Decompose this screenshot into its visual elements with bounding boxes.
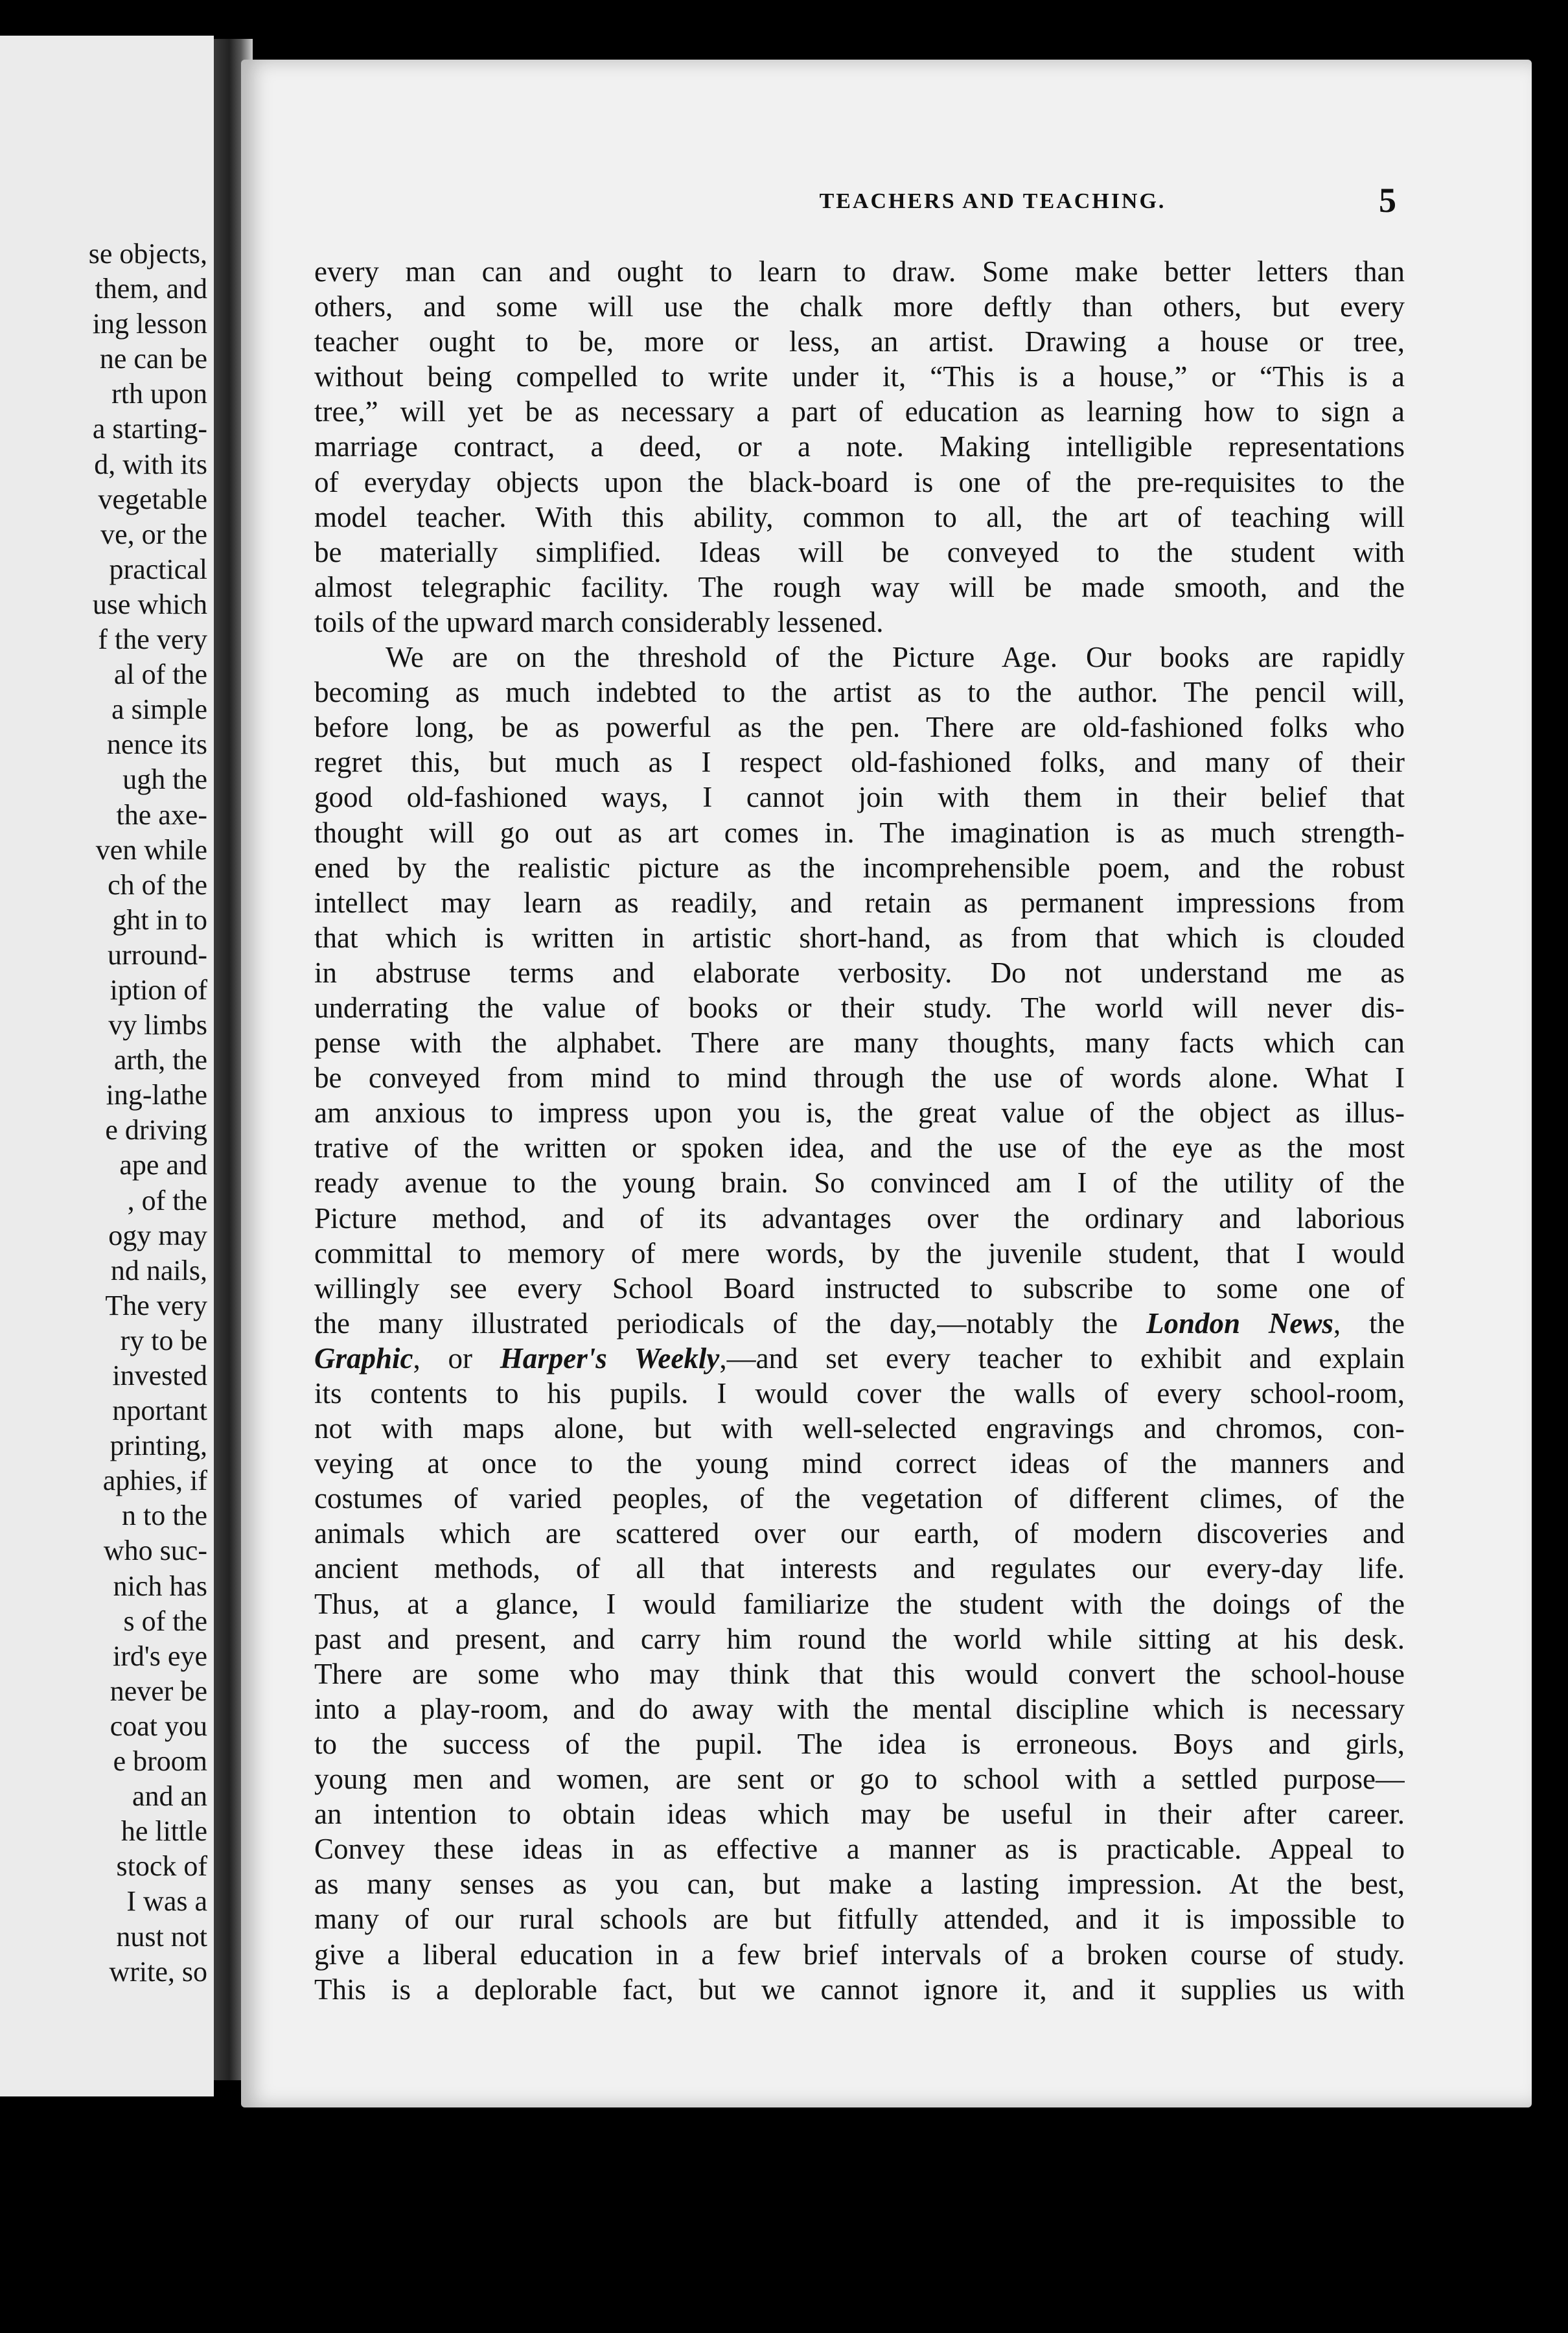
text-line: There are some who may think that this would convert the school-house	[314, 1657, 1405, 1690]
text-line: costumes of varied peoples, of the vegetation of different climes, of the	[314, 1482, 1405, 1515]
previous-page-line: the axe-	[116, 798, 207, 831]
previous-page-line: a starting-	[92, 413, 207, 445]
text-line: toils of the upward march considerably lessened.	[314, 605, 884, 638]
text-line: thought will go out as art comes in. The imagination is as much strength-	[314, 816, 1405, 849]
text-line: give a liberal education in a few brief intervals of a broken course of study.	[314, 1938, 1405, 1971]
periodical-title: London News	[1146, 1306, 1333, 1340]
periodical-title: Harper's Weekly	[500, 1341, 720, 1375]
previous-page-line: ght in to	[112, 903, 207, 936]
previous-page-line: a simple	[111, 693, 207, 726]
previous-page-line: who suc-	[103, 1535, 207, 1567]
previous-page-line: them, and	[95, 273, 207, 305]
page	[241, 60, 1532, 2107]
text-line: willingly see every School Board instructed to subscribe to some one of	[314, 1271, 1405, 1305]
previous-page-line: ven while	[95, 833, 207, 866]
text-line: every man can and ought to learn to draw. Some make better letters than	[314, 255, 1405, 288]
text-line-with-periodical-titles	[314, 1341, 1405, 1376]
previous-page-line: write, so	[109, 1955, 207, 1988]
text-line-with-periodical-title	[314, 1306, 1405, 1341]
previous-page-line: ape and	[119, 1149, 207, 1181]
text-line: underrating the value of books or their study. The world will never dis-	[314, 991, 1405, 1024]
previous-page-line: nportant	[112, 1395, 207, 1427]
previous-page-line: e broom	[113, 1745, 207, 1778]
text-line: others, and some will use the chalk more deftly than others, but every	[314, 290, 1405, 323]
previous-page-line: f the very	[98, 623, 207, 656]
previous-page-line: use which	[92, 588, 207, 620]
text-line: animals which are scattered over our earth, of modern discoveries and	[314, 1517, 1405, 1550]
text-line: am anxious to impress upon you is, the great value of the object as illus-	[314, 1097, 1405, 1130]
previous-page-line: nd nails,	[110, 1254, 207, 1286]
text-line: into a play-room, and do away with the mental discipline which is necessary	[314, 1692, 1405, 1725]
previous-page-line: I was a	[126, 1885, 207, 1918]
text-line: regret this, but much as I respect old-fashioned folks, and many of their	[314, 746, 1405, 779]
text-line: to the success of the pupil. The idea is erroneous. Boys and girls,	[314, 1727, 1405, 1760]
previous-page-line: ogy may	[108, 1219, 207, 1251]
text-line: in abstruse terms and elaborate verbosity. Do not understand me as	[314, 956, 1405, 989]
previous-page-line: ch of the	[108, 868, 207, 901]
previous-page-line: and an	[132, 1780, 207, 1813]
previous-page-line: s of the	[123, 1605, 207, 1637]
previous-page-line: practical	[109, 553, 207, 585]
text-line: Picture method, and of its advantages over the ordinary and laborious	[314, 1201, 1405, 1235]
previous-page-line: printing,	[110, 1430, 207, 1462]
previous-page-line: ve, or the	[100, 518, 207, 550]
text-line: ancient methods, of all that interests and regulates our every-day life.	[314, 1552, 1405, 1585]
previous-page-fragment	[0, 36, 214, 2096]
previous-page-line: arth, the	[113, 1044, 207, 1076]
previous-page-line: The very	[105, 1289, 207, 1321]
text-line: without being compelled to write under it, “This is a house,” or “This is a	[314, 360, 1405, 393]
text-line: intellect may learn as readily, and retain as permanent impressions from	[314, 886, 1405, 919]
previous-page-line: se objects,	[88, 238, 207, 270]
text-line: Thus, at a glance, I would familiarize the student with the doings of the	[314, 1587, 1405, 1620]
paragraph-first-line: We are on the threshold of the Picture Age. Our books are rapidly	[386, 641, 1405, 674]
text-run: , the	[1333, 1306, 1405, 1340]
text-line: its contents to his pupils. I would cover the walls of every school-room,	[314, 1377, 1405, 1410]
previous-page-line: ing-lathe	[106, 1079, 207, 1111]
text-line: good old-fashioned ways, I cannot join with them in their belief that	[314, 781, 1405, 814]
text-line: becoming as much indebted to the artist as to the author. The pencil will,	[314, 676, 1405, 709]
previous-page-line: he little	[121, 1815, 207, 1848]
previous-page-line: stock of	[116, 1850, 207, 1883]
text-line: be materially simplified. Ideas will be conveyed to the student with	[314, 535, 1405, 568]
text-run: the many illustrated periodicals of the day,—notably the	[314, 1306, 1146, 1340]
previous-page-line: iption of	[110, 973, 207, 1006]
previous-page-line: ing lesson	[92, 308, 207, 340]
text-line: This is a deplorable fact, but we cannot ignore it, and it supplies us with	[314, 1973, 1405, 2006]
page-number: 5	[1379, 181, 1396, 220]
text-line: that which is written in artistic short-hand, as from that which is clouded	[314, 921, 1405, 954]
text-line: teacher ought to be, more or less, an artist. Drawing a house or tree,	[314, 325, 1405, 358]
previous-page-line: never be	[110, 1675, 207, 1707]
body-text	[314, 254, 1405, 2007]
previous-page-line: ugh the	[122, 763, 207, 796]
previous-page-line: coat you	[110, 1710, 207, 1742]
previous-page-line: ry to be	[120, 1324, 207, 1356]
text-line: tree,” will yet be as necessary a part of education as learning how to sign a	[314, 395, 1405, 428]
previous-page-line: rth upon	[111, 378, 207, 410]
text-line: trative of the written or spoken idea, and the use of the eye as the most	[314, 1132, 1405, 1165]
text-line: young men and women, are sent or go to school with a settled purpose—	[314, 1763, 1405, 1796]
text-line: Convey these ideas in as effective a manner as is practicable. Appeal to	[314, 1833, 1405, 1866]
running-head: TEACHERS AND TEACHING.	[819, 189, 1166, 213]
previous-page-line: nust not	[116, 1920, 207, 1953]
text-line: ready avenue to the young brain. So convinced am I of the utility of the	[314, 1166, 1405, 1200]
previous-page-line: aphies, if	[102, 1465, 207, 1497]
previous-page-line: e driving	[105, 1114, 207, 1146]
previous-page-line: urround-	[108, 938, 207, 971]
text-line: ened by the realistic picture as the incomprehensible poem, and the robust	[314, 851, 1405, 884]
text-line: past and present, and carry him round the world while sitting at his desk.	[314, 1622, 1405, 1655]
text-line: many of our rural schools are but fitfully attended, and it is impossible to	[314, 1903, 1405, 1936]
text-run: ,—and set every teacher to exhibit and explain	[719, 1341, 1405, 1375]
text-line: marriage contract, a deed, or a note. Making intelligible representations	[314, 430, 1405, 463]
text-line: model teacher. With this ability, common to all, the art of teaching will	[314, 500, 1405, 533]
previous-page-text	[0, 237, 207, 1990]
previous-page-line: ird's eye	[113, 1640, 207, 1672]
text-line: of everyday objects upon the black-board is one of the pre-requisites to the	[314, 465, 1405, 498]
previous-page-line: nich has	[113, 1570, 207, 1602]
previous-page-line: al of the	[113, 658, 207, 691]
previous-page-line: ne can be	[99, 343, 207, 375]
text-line: not with maps alone, but with well-selected engravings and chromos, con-	[314, 1412, 1405, 1445]
text-line: pense with the alphabet. There are many thoughts, many facts which can	[314, 1027, 1405, 1060]
previous-page-line: , of the	[127, 1184, 207, 1216]
previous-page-line: invested	[112, 1360, 207, 1391]
previous-page-line: n to the	[122, 1500, 207, 1532]
text-run: , or	[413, 1341, 500, 1375]
text-line: veying at once to the young mind correct ideas of the manners and	[314, 1447, 1405, 1480]
text-line: committal to memory of mere words, by the juvenile student, that I would	[314, 1236, 1405, 1270]
text-line: as many senses as you can, but make a lasting impression. At the best,	[314, 1868, 1405, 1901]
previous-page-line: nence its	[106, 728, 207, 761]
text-line: be conveyed from mind to mind through the use of words alone. What I	[314, 1062, 1405, 1095]
text-line: before long, be as powerful as the pen. There are old-fashioned folks who	[314, 711, 1405, 744]
text-line: an intention to obtain ideas which may be useful in their after career.	[314, 1798, 1405, 1831]
previous-page-line: d, with its	[94, 448, 207, 480]
periodical-title: Graphic	[314, 1341, 413, 1375]
previous-page-line: vy limbs	[108, 1009, 207, 1041]
previous-page-line: vegetable	[98, 483, 207, 515]
text-line: almost telegraphic facility. The rough way will be made smooth, and the	[314, 570, 1405, 603]
